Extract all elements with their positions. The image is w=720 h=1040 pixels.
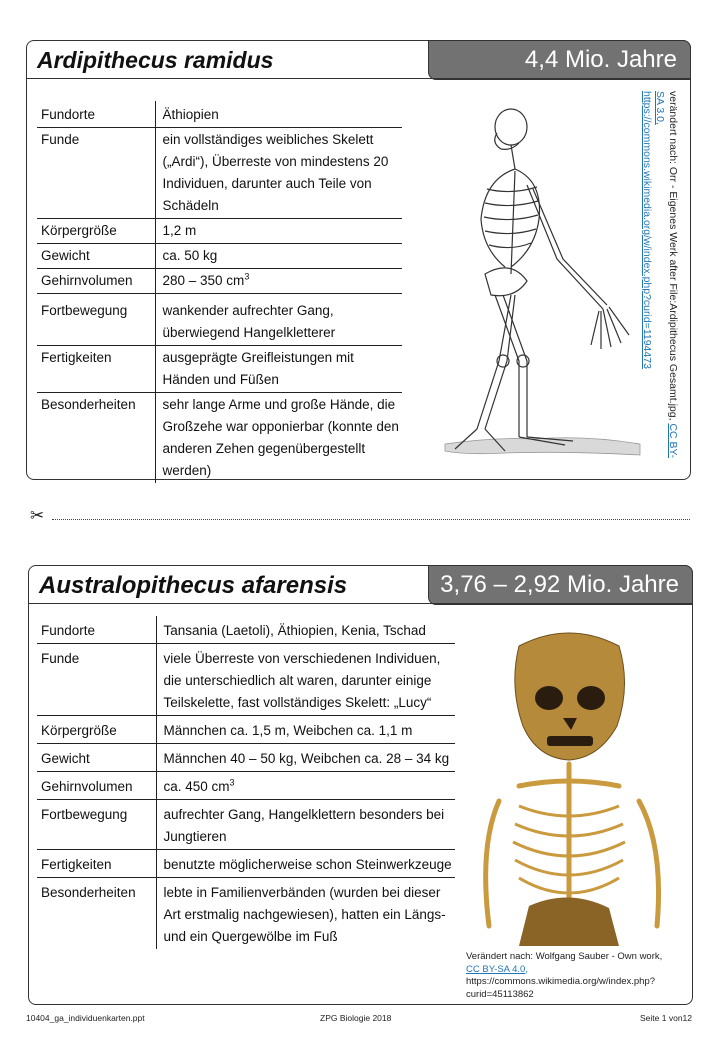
table-row bbox=[37, 716, 455, 744]
table-row bbox=[37, 219, 402, 244]
table-row bbox=[37, 294, 402, 346]
fact-label: Fortbewegung bbox=[37, 294, 155, 346]
fact-label: Gehirnvolumen bbox=[37, 269, 155, 294]
species-card-ardipithecus bbox=[26, 40, 691, 480]
image-credit: Verändert nach: Wolfgang Sauber - Own work, CC BY-SA 4.0, https://commons.wikimedia.org/w/index.php?curid=45113862 bbox=[466, 951, 663, 1000]
fact-value: 1,2 m bbox=[155, 219, 402, 244]
table-row bbox=[37, 269, 402, 294]
fact-value: ca. 50 kg bbox=[155, 244, 402, 269]
table-row bbox=[37, 772, 455, 800]
fact-value: Tansania (Laetoli), Äthiopien, Kenia, Tschad bbox=[156, 616, 455, 644]
fact-value: lebte in Familienverbänden (wurden bei dieser Art erstmalig nachgewiesen), hatten ein Längs- und ein Quergewölbe im Fuß bbox=[163, 885, 446, 944]
table-row bbox=[37, 244, 402, 269]
table-row bbox=[37, 346, 402, 393]
table-row bbox=[37, 128, 402, 219]
footer-course: ZPG Biologie 2018 bbox=[320, 1013, 392, 1023]
table-row bbox=[37, 878, 455, 950]
age-badge: 3,76 – 2,92 Mio. Jahre bbox=[428, 565, 693, 605]
table-row bbox=[37, 393, 402, 484]
fact-label: Gewicht bbox=[37, 244, 155, 269]
facts-table bbox=[37, 616, 455, 949]
ardipithecus-skeleton-drawing bbox=[415, 99, 643, 459]
fact-label: Funde bbox=[37, 644, 156, 716]
source-link[interactable]: https://commons.wikimedia.org/w/index.php?curid=1194473 bbox=[641, 91, 653, 369]
fact-label: Gehirnvolumen bbox=[37, 772, 156, 800]
footer-filename: 10404_ga_individuenkarten.ppt bbox=[26, 1013, 145, 1023]
species-card-australopithecus bbox=[28, 565, 693, 1005]
fact-value: benutzte möglicherweise schon Steinwerkzeuge bbox=[156, 850, 455, 878]
fact-value: ca. 450 $cm^3$ bbox=[156, 772, 455, 800]
fact-label: Gewicht bbox=[37, 744, 156, 772]
fact-value: aufrechter Gang, Hangelklettern besonders bei Jungtieren bbox=[156, 800, 455, 850]
license-link[interactable]: CC BY-SA 3.0, bbox=[654, 91, 679, 459]
table-row bbox=[37, 850, 455, 878]
fact-value: viele Überreste von verschiedenen Individuen, die unterschiedlich alt waren, darunter einige Teilskelette, fast vollständiges Skelett: „Lucy“ bbox=[156, 644, 455, 716]
footer-page-number: Seite 1 von12 bbox=[640, 1013, 692, 1023]
table-row bbox=[37, 616, 455, 644]
fact-label: Fundorte bbox=[37, 616, 156, 644]
scissors-icon: ✂ bbox=[30, 506, 45, 525]
fact-label: Fertigkeiten bbox=[37, 346, 155, 393]
license-link[interactable]: CC BY-SA 4.0, bbox=[466, 963, 528, 975]
fact-label: Fortbewegung bbox=[37, 800, 156, 850]
table-row bbox=[37, 644, 455, 716]
fact-label: Fertigkeiten bbox=[37, 850, 156, 878]
dotted-divider bbox=[52, 519, 690, 520]
cut-line bbox=[30, 506, 690, 525]
fact-label: Besonderheiten bbox=[37, 393, 155, 484]
fact-value: ein vollständiges weibliches Skelett („Ardi“), Überreste von mindestens 20 Individuen, darunter auch Teile von Schädeln bbox=[155, 128, 402, 219]
fact-label: Besonderheiten bbox=[37, 878, 156, 950]
table-row bbox=[37, 101, 402, 128]
header-divider bbox=[29, 603, 692, 604]
fact-value: ausgeprägte Greifleistungen mit Händen und Füßen bbox=[155, 346, 402, 393]
fact-label: Funde bbox=[37, 128, 155, 219]
fact-value: 280 – 350 $cm^3$ bbox=[155, 269, 402, 294]
fact-label: Körpergröße bbox=[37, 716, 156, 744]
species-title: Ardipithecus ramidus bbox=[37, 47, 274, 73]
fact-value: Männchen ca. 1,5 m, Weibchen ca. 1,1 m bbox=[156, 716, 455, 744]
lucy-skeleton-photo bbox=[459, 626, 687, 946]
table-row bbox=[37, 744, 455, 772]
header-divider bbox=[27, 78, 690, 79]
fact-label: Körpergröße bbox=[37, 219, 155, 244]
fact-value: sehr lange Arme und große Hände, die Großzehe war opponierbar (konnte den anderen Zehen gegenübergestellt werden) bbox=[162, 397, 399, 478]
table-row bbox=[37, 800, 455, 850]
fact-value: wankender aufrechter Gang, überwiegend Hangelkletterer bbox=[155, 294, 402, 346]
fact-value: Männchen 40 – 50 kg, Weibchen ca. 28 – 34 kg bbox=[156, 744, 455, 772]
fact-label: Fundorte bbox=[37, 101, 155, 128]
image-credit: verändert nach: Orr - Eigenes Werk after File:Ardipithecus Gesamt.jpg, CC BY-SA 3.0, https://commons.wikimedia.org/w/index.php?curid=1194473 bbox=[641, 91, 679, 459]
facts-table bbox=[37, 101, 402, 483]
source-url: https://commons.wikimedia.org/w/index.php?curid=45113862 bbox=[466, 976, 656, 1000]
species-title: Australopithecus afarensis bbox=[39, 572, 348, 599]
fact-value: Äthiopien bbox=[155, 101, 402, 128]
age-badge: 4,4 Mio. Jahre bbox=[428, 40, 691, 80]
